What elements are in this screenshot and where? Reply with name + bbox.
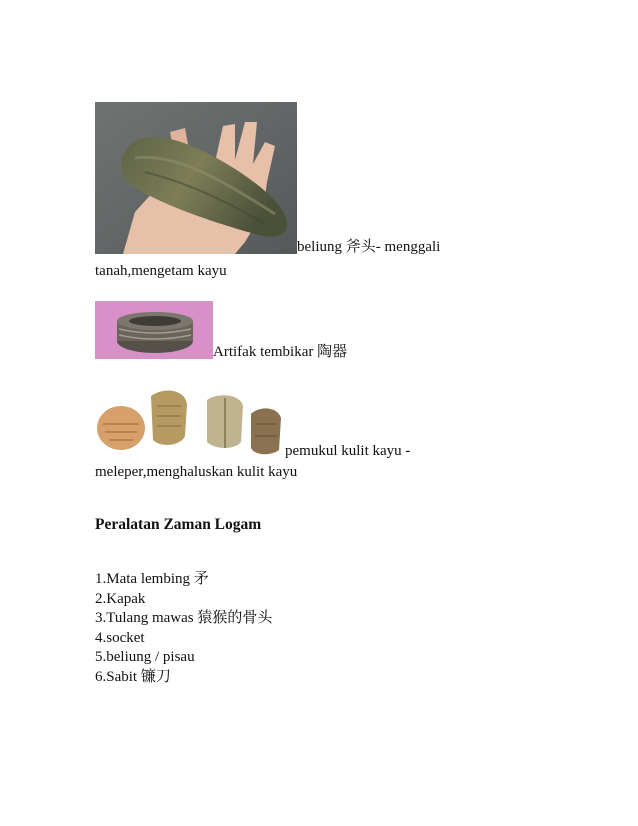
caption-beliung-continued: tanah,mengetam kayu: [95, 263, 227, 279]
list-item: 4.socket: [95, 629, 145, 646]
section-beliung: [95, 102, 555, 254]
bark-beater-image: [95, 384, 285, 458]
section-heading: Peralatan Zaman Logam: [95, 516, 262, 533]
caption-beliung: beliung 斧头- menggali: [297, 239, 441, 255]
section-tembikar: [95, 301, 555, 359]
list-item: 5.beliung / pisau: [95, 649, 195, 665]
list-item: 6.Sabit 镰刀: [95, 668, 171, 685]
section-pemukul: [95, 384, 555, 458]
bark-beater-photo: [95, 384, 285, 458]
tools-list: [95, 570, 272, 687]
caption-tembikar: Artifak tembikar 陶器: [213, 344, 348, 360]
list-item: 2.Kapak: [95, 590, 146, 607]
pottery-image: [95, 301, 213, 359]
list-item: 3.Tulang mawas 猿猴的骨头: [95, 610, 273, 626]
stone-adze-photo: [95, 102, 297, 254]
list-item: 1.Mata lembing 矛: [95, 571, 209, 587]
caption-pemukul: pemukul kulit kayu -: [285, 443, 411, 459]
pottery-photo: [95, 301, 213, 359]
stone-adze-image: [95, 102, 297, 254]
caption-pemukul-continued: meleper,menghaluskan kulit kayu: [95, 464, 298, 480]
